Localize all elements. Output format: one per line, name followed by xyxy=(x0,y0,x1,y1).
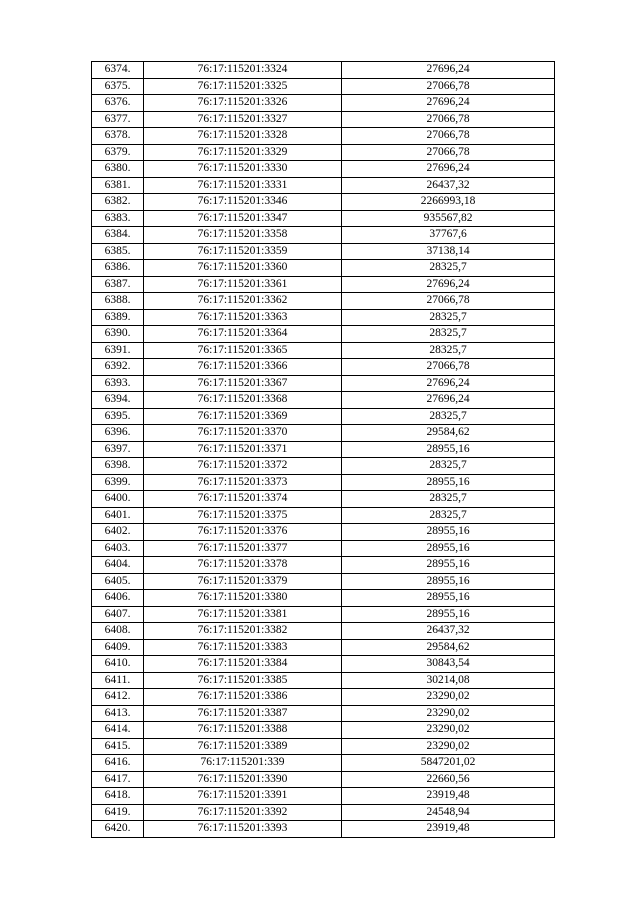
row-number-cell: 6389. xyxy=(92,309,144,326)
cadastral-value-cell: 28325,7 xyxy=(342,491,555,508)
cadastral-value-cell: 28325,7 xyxy=(342,507,555,524)
table-row xyxy=(92,210,555,227)
cadastral-number-cell: 76:17:115201:3359 xyxy=(144,243,342,260)
table-row xyxy=(92,639,555,656)
row-number-cell: 6374. xyxy=(92,62,144,79)
row-number-cell: 6403. xyxy=(92,540,144,557)
row-number-cell: 6420. xyxy=(92,821,144,838)
table-row xyxy=(92,507,555,524)
row-number-cell: 6378. xyxy=(92,128,144,145)
cadastral-number-cell: 76:17:115201:3382 xyxy=(144,623,342,640)
table-row xyxy=(92,458,555,475)
cadastral-number-cell: 76:17:115201:3324 xyxy=(144,62,342,79)
cadastral-value-cell: 28325,7 xyxy=(342,458,555,475)
cadastral-number-cell: 76:17:115201:3366 xyxy=(144,359,342,376)
table-row xyxy=(92,804,555,821)
cadastral-value-cell: 37138,14 xyxy=(342,243,555,260)
row-number-cell: 6382. xyxy=(92,194,144,211)
cadastral-number-cell: 76:17:115201:3364 xyxy=(144,326,342,343)
cadastral-value-cell: 28325,7 xyxy=(342,309,555,326)
cadastral-value-cell: 37767,6 xyxy=(342,227,555,244)
cadastral-number-cell: 76:17:115201:3326 xyxy=(144,95,342,112)
cadastral-value-cell: 935567,82 xyxy=(342,210,555,227)
row-number-cell: 6388. xyxy=(92,293,144,310)
cadastral-value-cell: 28325,7 xyxy=(342,326,555,343)
row-number-cell: 6395. xyxy=(92,408,144,425)
table-row xyxy=(92,705,555,722)
row-number-cell: 6387. xyxy=(92,276,144,293)
cadastral-value-cell: 28325,7 xyxy=(342,342,555,359)
table-row xyxy=(92,227,555,244)
cadastral-value-cell: 23290,02 xyxy=(342,705,555,722)
cadastral-value-cell: 27696,24 xyxy=(342,375,555,392)
cadastral-value-cell: 26437,32 xyxy=(342,177,555,194)
cadastral-number-cell: 76:17:115201:3390 xyxy=(144,771,342,788)
row-number-cell: 6408. xyxy=(92,623,144,640)
cadastral-number-cell: 76:17:115201:3331 xyxy=(144,177,342,194)
cadastral-value-cell: 27696,24 xyxy=(342,62,555,79)
row-number-cell: 6385. xyxy=(92,243,144,260)
cadastral-number-cell: 76:17:115201:3325 xyxy=(144,78,342,95)
row-number-cell: 6394. xyxy=(92,392,144,409)
table-row xyxy=(92,656,555,673)
table-row xyxy=(92,408,555,425)
cadastral-number-cell: 76:17:115201:3375 xyxy=(144,507,342,524)
table-row xyxy=(92,260,555,277)
cadastral-value-cell: 28955,16 xyxy=(342,474,555,491)
cadastral-value-cell: 23290,02 xyxy=(342,738,555,755)
cadastral-value-cell: 28955,16 xyxy=(342,590,555,607)
cadastral-value-cell: 23290,02 xyxy=(342,689,555,706)
cadastral-value-cell: 28955,16 xyxy=(342,557,555,574)
cadastral-value-cell: 28955,16 xyxy=(342,573,555,590)
cadastral-number-cell: 76:17:115201:3346 xyxy=(144,194,342,211)
row-number-cell: 6410. xyxy=(92,656,144,673)
table-row xyxy=(92,590,555,607)
cadastral-number-cell: 76:17:115201:3358 xyxy=(144,227,342,244)
cadastral-value-cell: 23290,02 xyxy=(342,722,555,739)
table-row xyxy=(92,62,555,79)
cadastral-value-cell: 2266993,18 xyxy=(342,194,555,211)
row-number-cell: 6398. xyxy=(92,458,144,475)
row-number-cell: 6416. xyxy=(92,755,144,772)
cadastral-value-cell: 28955,16 xyxy=(342,524,555,541)
cadastral-value-cell: 27696,24 xyxy=(342,95,555,112)
row-number-cell: 6402. xyxy=(92,524,144,541)
row-number-cell: 6375. xyxy=(92,78,144,95)
table-row xyxy=(92,755,555,772)
cadastral-number-cell: 76:17:115201:3372 xyxy=(144,458,342,475)
cadastral-number-cell: 76:17:115201:3393 xyxy=(144,821,342,838)
table-row xyxy=(92,771,555,788)
cadastral-value-cell: 29584,62 xyxy=(342,425,555,442)
cadastral-value-cell: 24548,94 xyxy=(342,804,555,821)
row-number-cell: 6379. xyxy=(92,144,144,161)
cadastral-number-cell: 76:17:115201:3378 xyxy=(144,557,342,574)
cadastral-value-cell: 28955,16 xyxy=(342,441,555,458)
cadastral-number-cell: 76:17:115201:3379 xyxy=(144,573,342,590)
cadastral-number-cell: 76:17:115201:3388 xyxy=(144,722,342,739)
cadastral-number-cell: 76:17:115201:3383 xyxy=(144,639,342,656)
cadastral-value-cell: 22660,56 xyxy=(342,771,555,788)
table-row xyxy=(92,606,555,623)
cadastral-value-cell: 27066,78 xyxy=(342,293,555,310)
cadastral-number-cell: 76:17:115201:3361 xyxy=(144,276,342,293)
cadastral-number-cell: 76:17:115201:3387 xyxy=(144,705,342,722)
cadastral-number-cell: 76:17:115201:3384 xyxy=(144,656,342,673)
row-number-cell: 6400. xyxy=(92,491,144,508)
row-number-cell: 6386. xyxy=(92,260,144,277)
table-row xyxy=(92,821,555,838)
row-number-cell: 6406. xyxy=(92,590,144,607)
row-number-cell: 6381. xyxy=(92,177,144,194)
cadastral-value-cell: 5847201,02 xyxy=(342,755,555,772)
cadastral-number-cell: 76:17:115201:3377 xyxy=(144,540,342,557)
table-row xyxy=(92,276,555,293)
table-row xyxy=(92,144,555,161)
cadastral-number-cell: 76:17:115201:3385 xyxy=(144,672,342,689)
row-number-cell: 6392. xyxy=(92,359,144,376)
table-row xyxy=(92,309,555,326)
cadastral-value-table xyxy=(91,61,555,838)
row-number-cell: 6404. xyxy=(92,557,144,574)
row-number-cell: 6384. xyxy=(92,227,144,244)
table-row xyxy=(92,194,555,211)
row-number-cell: 6380. xyxy=(92,161,144,178)
row-number-cell: 6415. xyxy=(92,738,144,755)
row-number-cell: 6393. xyxy=(92,375,144,392)
cadastral-number-cell: 76:17:115201:3363 xyxy=(144,309,342,326)
cadastral-value-cell: 27696,24 xyxy=(342,392,555,409)
table-row xyxy=(92,392,555,409)
row-number-cell: 6419. xyxy=(92,804,144,821)
table-row xyxy=(92,722,555,739)
cadastral-number-cell: 76:17:115201:3391 xyxy=(144,788,342,805)
cadastral-value-cell: 27066,78 xyxy=(342,144,555,161)
cadastral-number-cell: 76:17:115201:3328 xyxy=(144,128,342,145)
table-row xyxy=(92,557,555,574)
cadastral-number-cell: 76:17:115201:3373 xyxy=(144,474,342,491)
row-number-cell: 6407. xyxy=(92,606,144,623)
row-number-cell: 6376. xyxy=(92,95,144,112)
table-row xyxy=(92,111,555,128)
cadastral-value-cell: 27696,24 xyxy=(342,161,555,178)
table-row xyxy=(92,672,555,689)
cadastral-value-cell: 23919,48 xyxy=(342,788,555,805)
cadastral-value-cell: 29584,62 xyxy=(342,639,555,656)
cadastral-value-cell: 28325,7 xyxy=(342,408,555,425)
cadastral-number-cell: 76:17:115201:3370 xyxy=(144,425,342,442)
row-number-cell: 6377. xyxy=(92,111,144,128)
cadastral-number-cell: 76:17:115201:339 xyxy=(144,755,342,772)
table-row xyxy=(92,524,555,541)
row-number-cell: 6397. xyxy=(92,441,144,458)
cadastral-value-cell: 30843,54 xyxy=(342,656,555,673)
table-row xyxy=(92,425,555,442)
table-row xyxy=(92,689,555,706)
cadastral-value-cell: 27696,24 xyxy=(342,276,555,293)
cadastral-number-cell: 76:17:115201:3329 xyxy=(144,144,342,161)
table-row xyxy=(92,474,555,491)
row-number-cell: 6414. xyxy=(92,722,144,739)
cadastral-number-cell: 76:17:115201:3330 xyxy=(144,161,342,178)
table-row xyxy=(92,128,555,145)
table-row xyxy=(92,491,555,508)
cadastral-value-cell: 28955,16 xyxy=(342,606,555,623)
row-number-cell: 6418. xyxy=(92,788,144,805)
row-number-cell: 6396. xyxy=(92,425,144,442)
cadastral-number-cell: 76:17:115201:3381 xyxy=(144,606,342,623)
cadastral-value-cell: 27066,78 xyxy=(342,78,555,95)
table-row xyxy=(92,243,555,260)
cadastral-value-cell: 23919,48 xyxy=(342,821,555,838)
cadastral-number-cell: 76:17:115201:3374 xyxy=(144,491,342,508)
cadastral-number-cell: 76:17:115201:3362 xyxy=(144,293,342,310)
cadastral-number-cell: 76:17:115201:3368 xyxy=(144,392,342,409)
cadastral-value-cell: 30214,08 xyxy=(342,672,555,689)
cadastral-number-cell: 76:17:115201:3327 xyxy=(144,111,342,128)
table-row xyxy=(92,359,555,376)
row-number-cell: 6401. xyxy=(92,507,144,524)
table-row xyxy=(92,573,555,590)
row-number-cell: 6412. xyxy=(92,689,144,706)
cadastral-value-cell: 28325,7 xyxy=(342,260,555,277)
table-row xyxy=(92,95,555,112)
table-row xyxy=(92,326,555,343)
cadastral-value-cell: 26437,32 xyxy=(342,623,555,640)
cadastral-number-cell: 76:17:115201:3380 xyxy=(144,590,342,607)
row-number-cell: 6417. xyxy=(92,771,144,788)
cadastral-number-cell: 76:17:115201:3376 xyxy=(144,524,342,541)
cadastral-value-cell: 28955,16 xyxy=(342,540,555,557)
table-row xyxy=(92,738,555,755)
row-number-cell: 6409. xyxy=(92,639,144,656)
cadastral-number-cell: 76:17:115201:3360 xyxy=(144,260,342,277)
cadastral-number-cell: 76:17:115201:3392 xyxy=(144,804,342,821)
row-number-cell: 6411. xyxy=(92,672,144,689)
table-row xyxy=(92,788,555,805)
table-row xyxy=(92,540,555,557)
table-row xyxy=(92,161,555,178)
cadastral-number-cell: 76:17:115201:3371 xyxy=(144,441,342,458)
cadastral-number-cell: 76:17:115201:3389 xyxy=(144,738,342,755)
table-row xyxy=(92,623,555,640)
cadastral-number-cell: 76:17:115201:3365 xyxy=(144,342,342,359)
row-number-cell: 6383. xyxy=(92,210,144,227)
table-row xyxy=(92,78,555,95)
table-row xyxy=(92,342,555,359)
table-row xyxy=(92,177,555,194)
row-number-cell: 6405. xyxy=(92,573,144,590)
cadastral-number-cell: 76:17:115201:3386 xyxy=(144,689,342,706)
cadastral-number-cell: 76:17:115201:3367 xyxy=(144,375,342,392)
cadastral-value-cell: 27066,78 xyxy=(342,128,555,145)
row-number-cell: 6413. xyxy=(92,705,144,722)
cadastral-number-cell: 76:17:115201:3369 xyxy=(144,408,342,425)
cadastral-number-cell: 76:17:115201:3347 xyxy=(144,210,342,227)
cadastral-value-cell: 27066,78 xyxy=(342,111,555,128)
table-row xyxy=(92,293,555,310)
row-number-cell: 6390. xyxy=(92,326,144,343)
table-row xyxy=(92,375,555,392)
row-number-cell: 6399. xyxy=(92,474,144,491)
table-body xyxy=(92,62,555,838)
cadastral-value-cell: 27066,78 xyxy=(342,359,555,376)
table-row xyxy=(92,441,555,458)
row-number-cell: 6391. xyxy=(92,342,144,359)
